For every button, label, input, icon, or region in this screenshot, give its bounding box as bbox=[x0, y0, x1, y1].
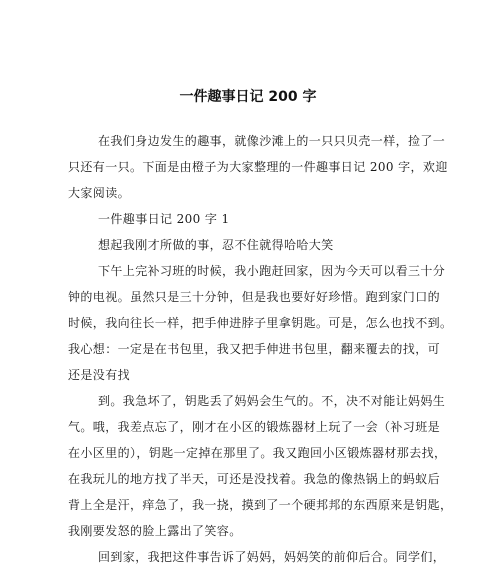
paragraph-line: 背上全是汗，痒急了，我一挠，摸到了一个硬邦邦的东西原来是钥匙， bbox=[68, 498, 453, 512]
paragraph-line: 只还有一只。下面是由橙子为大家整理的一件趣事日记 200 字，欢迎 bbox=[68, 160, 448, 174]
section-heading: 一件趣事日记 200 字 1 bbox=[98, 212, 230, 226]
document-body bbox=[68, 128, 453, 570]
document-title: 一件趣事日记 200 字 bbox=[179, 89, 317, 105]
paragraph-line: 还是没有找 bbox=[68, 368, 131, 382]
paragraph-line: 在我玩儿的地方找了半天，可还是没找着。我急的像热锅上的蚂蚁后 bbox=[68, 472, 441, 486]
paragraph-line: 我心想：一定是在书包里，我又把手伸进书包里，翻来覆去的找，可 bbox=[68, 342, 441, 356]
paragraph-line: 钟的电视。虽然只是三十分钟，但是我也要好好珍惜。跑到家门口的 bbox=[68, 290, 441, 304]
paragraph-line: 在小区里的），钥匙一定掉在那里了。我又跑回小区锻炼器材那去找， bbox=[68, 446, 447, 460]
paragraph-line: 气。哦，我差点忘了，刚才在小区的锻炼器材上玩了一会（补习班是 bbox=[68, 420, 441, 434]
paragraph-line: 大家阅读。 bbox=[68, 186, 131, 200]
paragraph-line: 回到家，我把这件事告诉了妈妈，妈妈笑的前仰后合。同学们， bbox=[98, 550, 446, 564]
paragraph-line: 到。我急坏了，钥匙丢了妈妈会生气的。不，决不对能让妈妈生 bbox=[98, 394, 446, 408]
paragraph-line: 下午上完补习班的时候，我小跑赶回家，因为今天可以看三十分 bbox=[98, 264, 446, 278]
paragraph-line: 我刚要发怒的脸上露出了笑容。 bbox=[68, 524, 242, 538]
paragraph-line: 时候，我向往长一样，把手伸进脖子里拿钥匙。可是，怎么也找不到。 bbox=[68, 316, 453, 330]
paragraph-line: 想起我刚才所做的事，忍不住就得哈哈大笑 bbox=[98, 238, 334, 252]
paragraph-line: 在我们身边发生的趣事，就像沙滩上的一只只贝壳一样，捡了一 bbox=[98, 134, 446, 148]
